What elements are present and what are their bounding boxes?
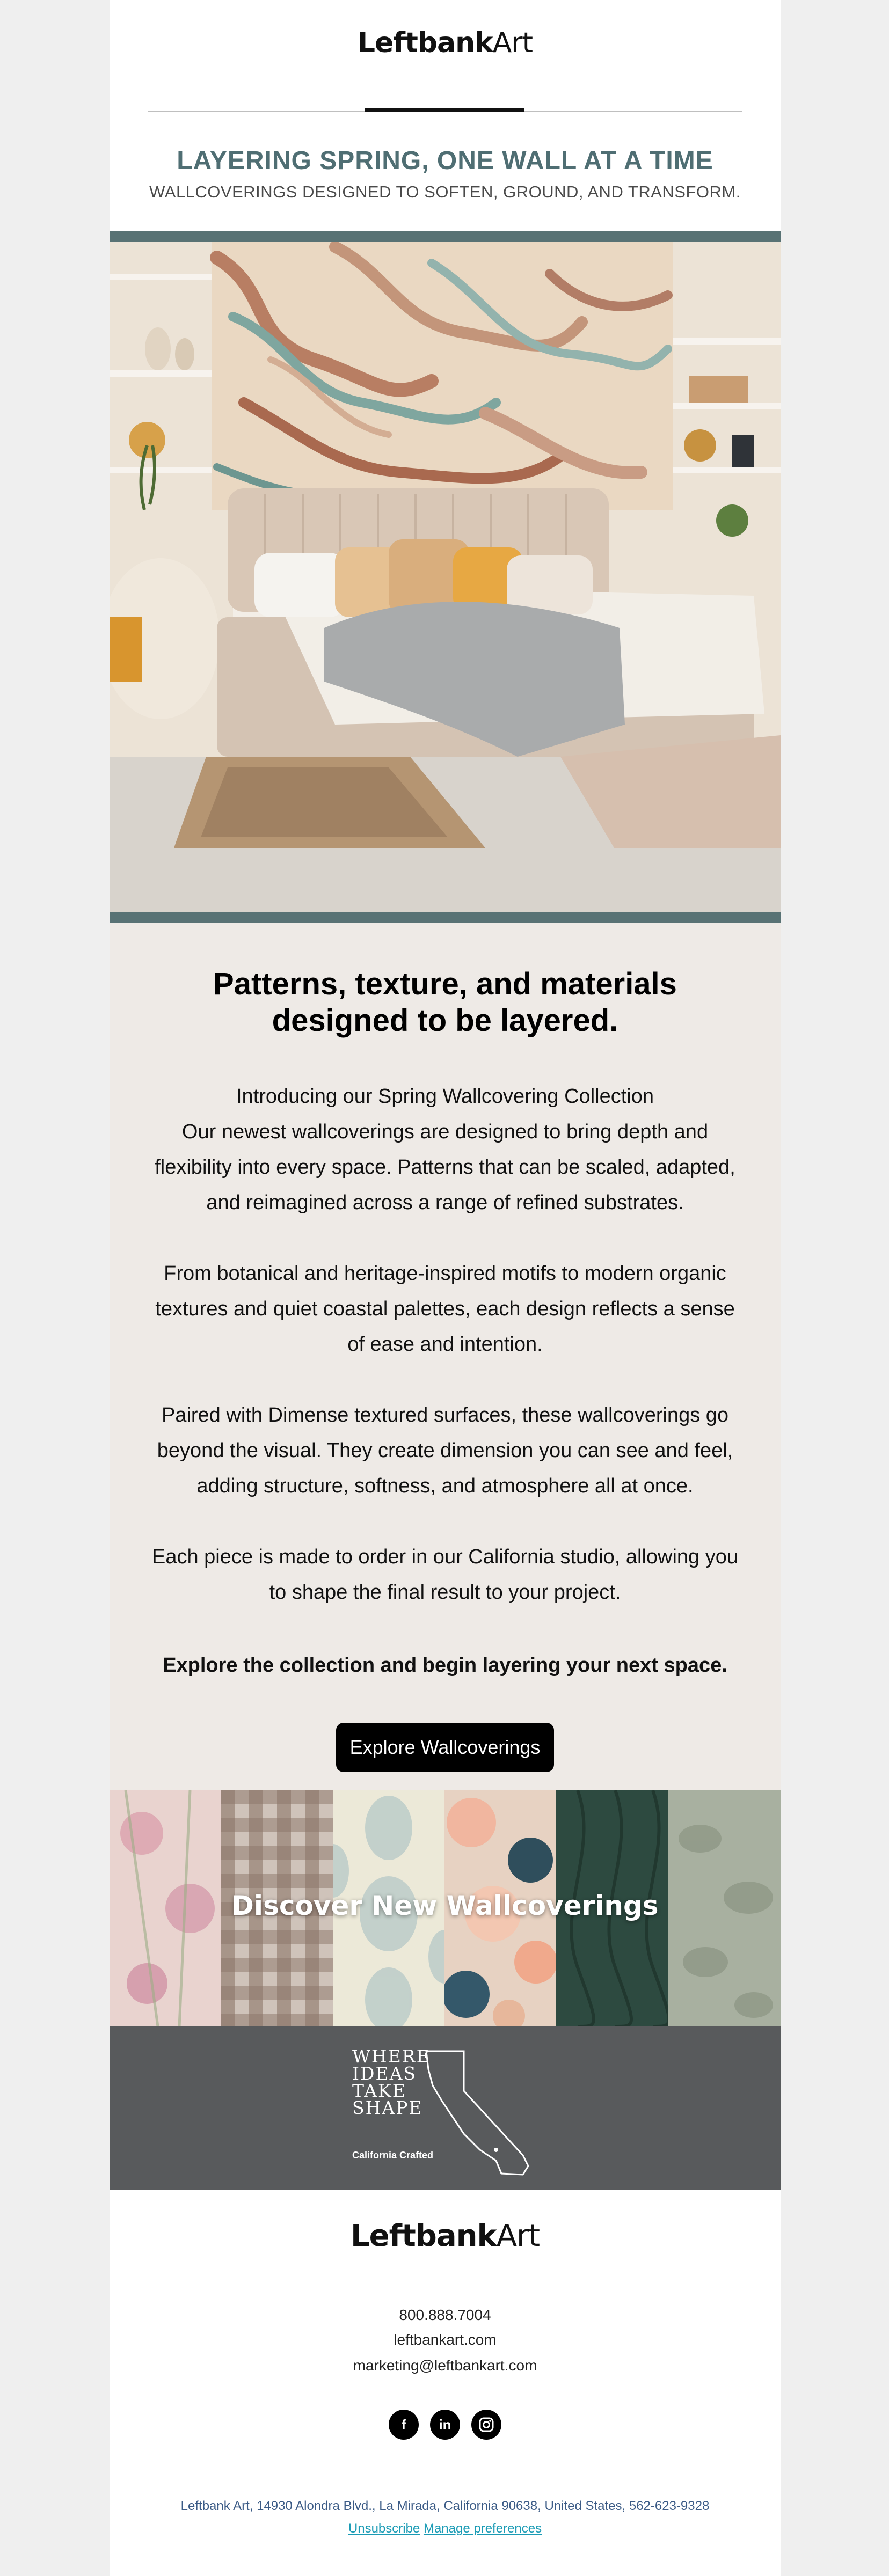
paragraph-intro [147,1079,743,1220]
linkedin-icon[interactable]: in [430,2410,460,2440]
intro-line: Introducing our Spring Wallcovering Collection [236,1085,654,1108]
explore-wallcoverings-button[interactable]: Explore Wallcoverings [336,1723,554,1772]
paragraph-dimense: Paired with Dimense textured surfaces, these wallcoverings go beyond the visual. They create dimension you can see and feel, adding structure, softness, and atmosphere all at once. [157,1404,733,1497]
promo-tagline: California Crafted [352,2150,434,2161]
divider-accent [365,108,524,112]
logo-light: Art [496,2219,540,2253]
footer-phone[interactable]: 800.888.7004 [399,2307,491,2323]
intro-text: Our newest wallcoverings are designed to bring depth and flexibility into every space. Patterns that can be scaled, adapted, and reimagined across a range of refined substrates. [155,1121,735,1214]
promo-line: IDEAS [352,2063,417,2084]
paragraph-studio: Each piece is made to order in our California studio, allowing you to shape the final result to your project. [151,1546,739,1604]
california-promo[interactable] [110,2026,781,2190]
footer-address: Leftbank Art, 14930 Alondra Blvd., La Mirada, California 90638, United States, 562-623-9328 [180,2499,710,2513]
bedroom-illustration [110,241,781,912]
promo-headline [352,2048,431,2117]
section-heading: Patterns, texture, and materials designed to be layered. [213,967,677,1038]
footer-links [110,2521,781,2536]
body-copy [110,923,781,1790]
email-container [110,0,781,2576]
promo-line: WHERE [352,2046,431,2067]
manage-preferences-link[interactable]: Manage preferences [423,2521,542,2536]
subheadline: WALLCOVERINGS DESIGNED TO SOFTEN, GROUND, AND TRANSFORM. [149,182,741,201]
unsubscribe-link[interactable]: Unsubscribe [348,2521,420,2536]
facebook-icon[interactable]: f [389,2410,419,2440]
promo-line: TAKE [352,2080,406,2101]
swatch-banner[interactable] [110,1790,781,2026]
footer-email[interactable]: marketing@leftbankart.com [353,2357,537,2374]
promo-line: SHAPE [352,2097,423,2118]
logo-bold: Leftbank [357,27,493,59]
instagram-icon[interactable] [471,2410,501,2440]
brand-logo[interactable] [110,27,781,59]
california-map-icon [421,2048,544,2177]
swatch-banner-title: Discover New Wallcoverings [231,1890,659,1921]
hero-image[interactable] [110,241,781,912]
hero-border-top [110,231,781,241]
hero-border-bottom [110,912,781,923]
headline: LAYERING SPRING, ONE WALL AT A TIME [177,147,713,175]
logo-bold: Leftbank [350,2219,497,2253]
logo-light: Art [492,27,533,59]
footer-website[interactable]: leftbankart.com [394,2331,497,2348]
paragraph-motifs: From botanical and heritage-inspired motifs to modern organic textures and quiet coastal palettes, each design reflects a sense of ease and intention. [155,1262,735,1356]
closing-line: Explore the collection and begin layering your next space. [163,1654,727,1677]
footer-logo[interactable] [110,2219,781,2253]
